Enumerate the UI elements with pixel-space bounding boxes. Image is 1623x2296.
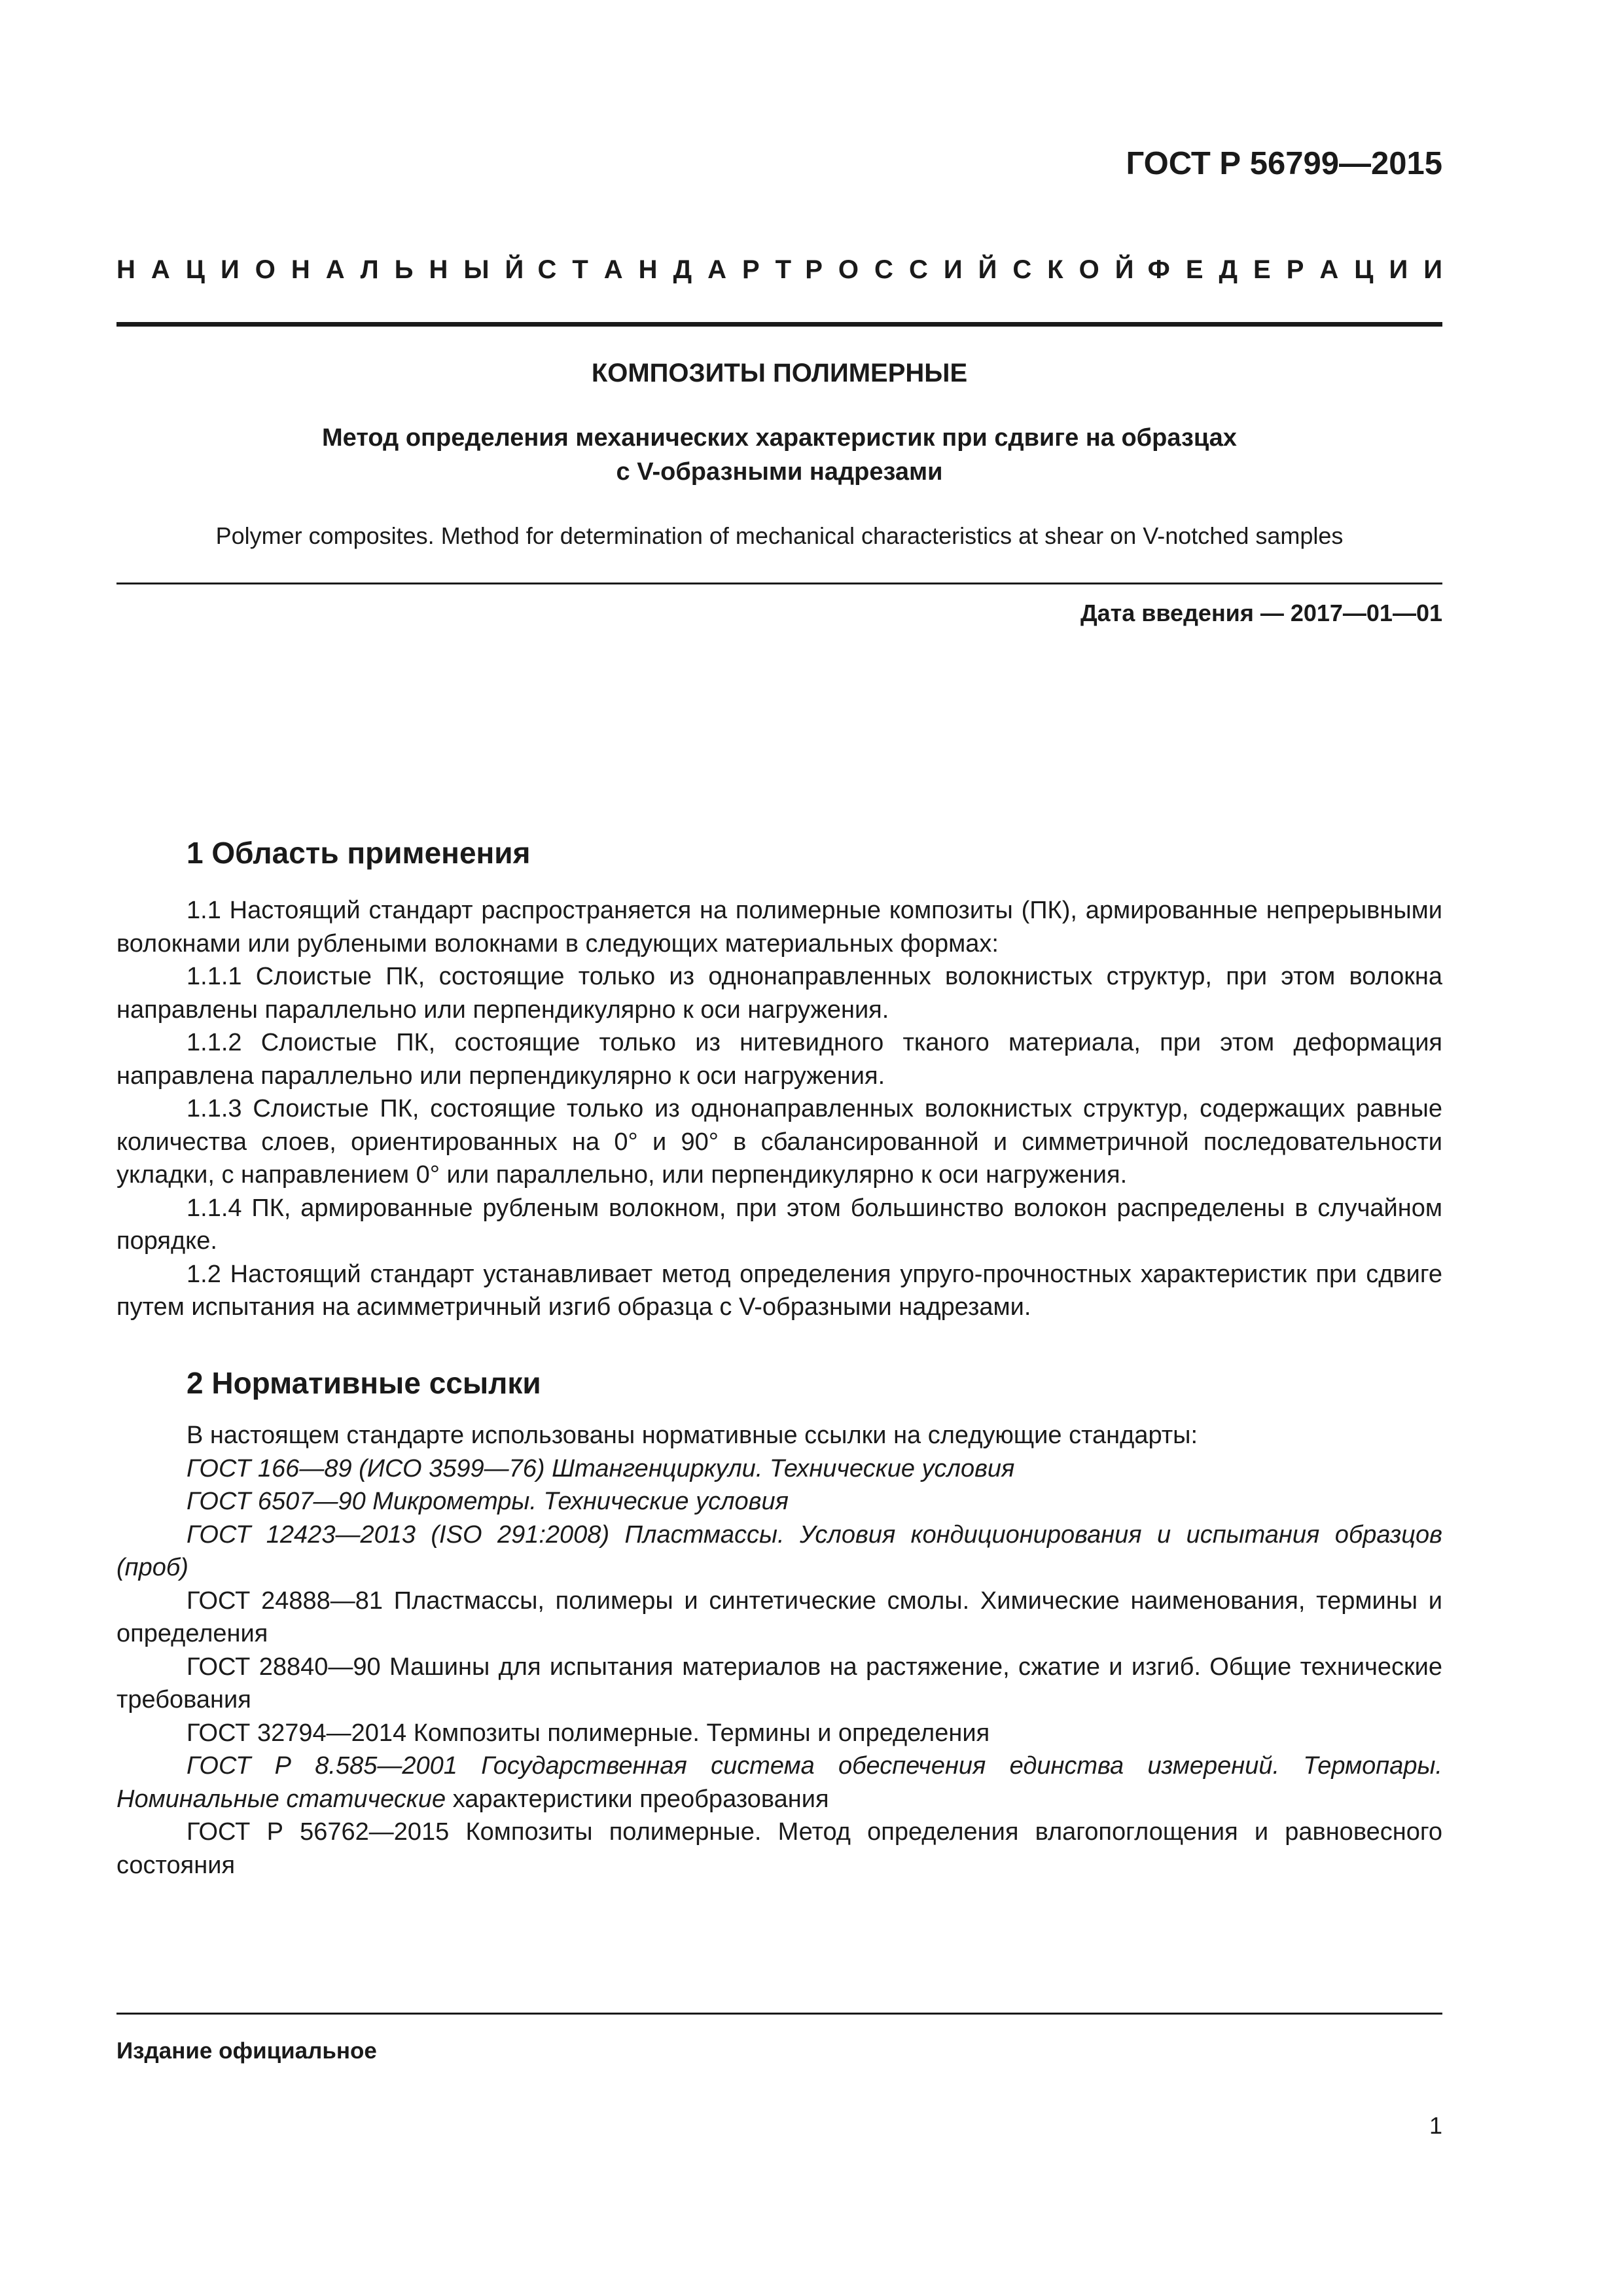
- footer-rule: [116, 2013, 1442, 2015]
- paragraph-1-1-2: 1.1.2 Слоистые ПК, состоящие только из нитевидного тканого материала, при этом деформация направлена параллельно или перпендикулярно к оси нагружения.: [116, 1029, 1442, 1090]
- section-1-heading: 1 Область применения: [187, 836, 531, 870]
- reference-gost-32794: ГОСТ 32794—2014 Композиты полимерные. Термины и определения: [187, 1719, 990, 1747]
- title-rule: [116, 583, 1442, 584]
- banner-word-2: С Т А Н Д А Р Т: [537, 255, 792, 284]
- paragraph-1-1: 1.1 Настоящий стандарт распространяется на полимерные композиты (ПК), армированные непрерывными волокнами или рублеными волокнами в следующих материальных формах:: [116, 897, 1442, 958]
- national-standard-banner: [116, 255, 1442, 285]
- paragraph-1-1-1: 1.1.1 Слоистые ПК, состоящие только из однонаправленных волокнистых структур, при этом волокна направлены параллельно или перпендикулярно к оси нагружения.: [116, 963, 1442, 1024]
- top-rule: [116, 322, 1442, 327]
- document-subtitle-line-2: с V-образными надрезами: [616, 458, 943, 486]
- reference-gost-28840: ГОСТ 28840—90 Машины для испытания материалов на растяжение, сжатие и изгиб. Общие технические требования: [116, 1653, 1442, 1713]
- page-number: 1: [1429, 2112, 1442, 2139]
- paragraph-1-1-4: 1.1.4 ПК, армированные рубленым волокном, при этом большинство волокон распределены в случайном порядке.: [116, 1194, 1442, 1255]
- banner-word-4: Ф Е Д Е Р А Ц И И: [1147, 255, 1442, 284]
- reference-gost-r-8-585-tail: характеристики преобразования: [446, 1785, 829, 1813]
- english-title: Polymer composites. Method for determination of mechanical characteristics at shear on V-notched samples: [215, 522, 1344, 549]
- document-subtitle-line-1: Метод определения механических характеристик при сдвиге на образцах: [322, 424, 1237, 452]
- introduction-date: Дата введения — 2017—01—01: [1080, 600, 1442, 626]
- reference-gost-12423: ГОСТ 12423—2013 (ISO 291:2008) Пластмассы. Условия кондиционирования и испытания образцов (проб): [116, 1520, 1442, 1581]
- references-intro: В настоящем стандарте использованы нормативные ссылки на следующие стандарты:: [187, 1422, 1198, 1449]
- official-edition-label: Издание официальное: [116, 2038, 377, 2064]
- banner-word-1: Н А Ц И О Н А Л Ь Н Ы Й: [116, 255, 524, 284]
- paragraph-1-1-3: 1.1.3 Слоистые ПК, состоящие только из однонаправленных волокнистых структур, содержащих равные количества слоев, ориентированных на 0° и 90° в сбалансированной и симметричной последовательности укладки, с направлением 0° или параллельно, или перпендикулярно к оси нагружения.: [116, 1095, 1442, 1189]
- reference-gost-r-8-585: [116, 1749, 1442, 1816]
- reference-gost-24888: ГОСТ 24888—81 Пластмассы, полимеры и синтетические смолы. Химические наименования, термины и определения: [116, 1587, 1442, 1647]
- section-1-body: [116, 894, 1442, 1324]
- reference-gost-166: ГОСТ 166—89 (ИСО 3599—76) Штангенциркули. Технические условия: [187, 1454, 1015, 1482]
- section-2-body: [116, 1419, 1442, 1882]
- banner-word-3: Р О С С И Й С К О Й: [805, 255, 1134, 284]
- reference-gost-6507: ГОСТ 6507—90 Микрометры. Технические условия: [187, 1488, 789, 1515]
- document-number: ГОСТ Р 56799—2015: [1126, 146, 1442, 181]
- document-title: КОМПОЗИТЫ ПОЛИМЕРНЫЕ: [591, 359, 968, 387]
- reference-gost-r-8-585-italic: ГОСТ Р 8.585—2001 Государственная система обеспечения единства измерений. Термопары. Номинальные статические: [116, 1752, 1442, 1813]
- reference-gost-r-56762: ГОСТ Р 56762—2015 Композиты полимерные. Метод определения влагопоглощения и равновесного состояния: [116, 1818, 1442, 1879]
- section-2-heading: 2 Нормативные ссылки: [187, 1366, 541, 1400]
- paragraph-1-2: 1.2 Настоящий стандарт устанавливает метод определения упруго-прочностных характеристик при сдвиге путем испытания на асимметричный изгиб образца с V-образными надрезами.: [116, 1260, 1442, 1321]
